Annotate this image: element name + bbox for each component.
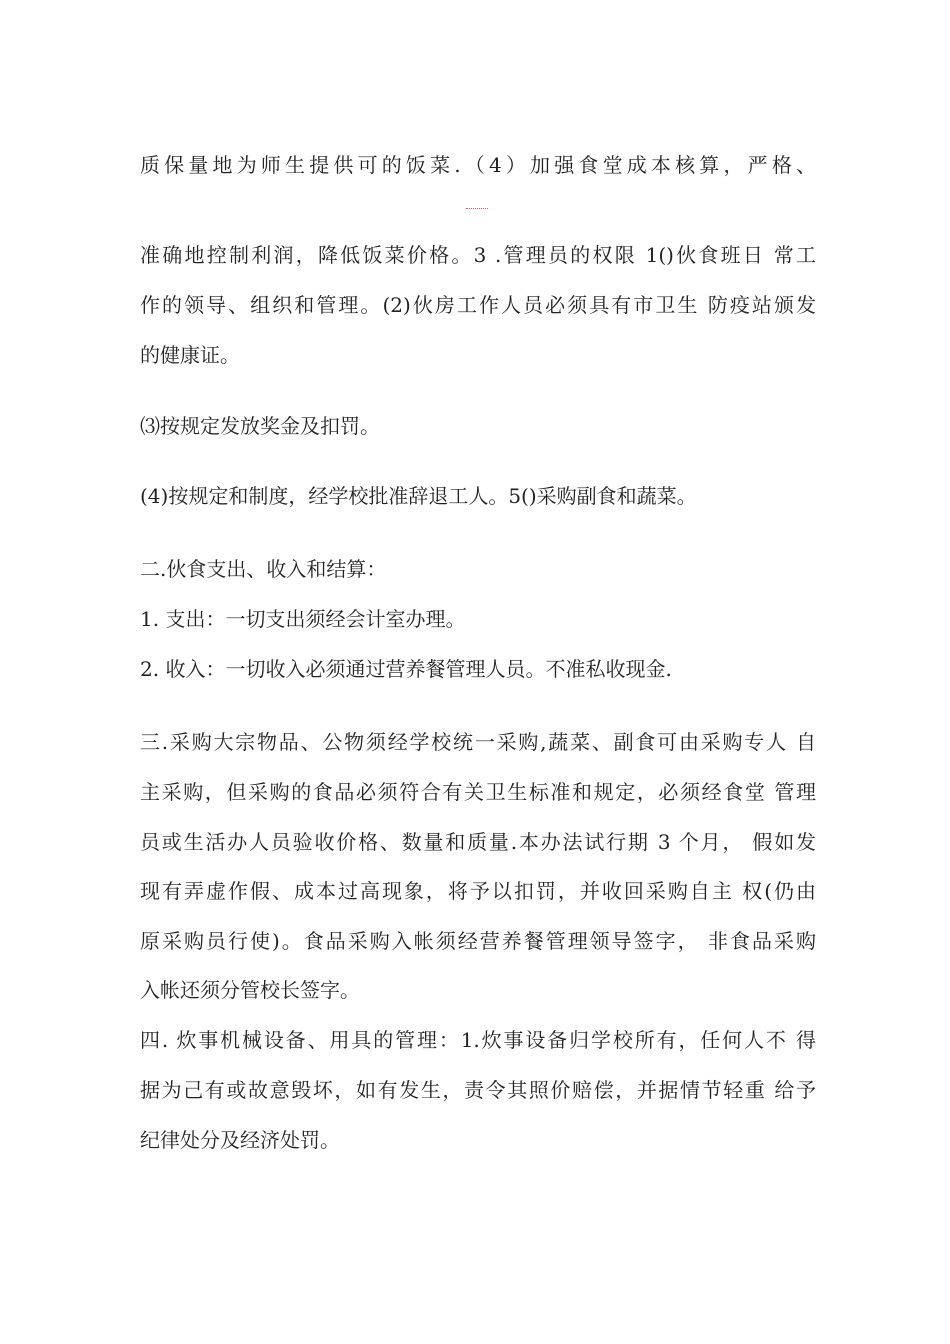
text-line-12: 员或生活办人员验收价格、数量和质量.本办法试行期 3 个月， 假如发: [140, 830, 816, 854]
section-heading-2: 二.伙食支出、收入和结算：: [140, 557, 387, 581]
text-line-14: 原采购员行使)。食品采购入帐须经营养餐管理领导签字， 非食品采购: [140, 929, 816, 953]
text-line-1: 质保量地为师生提供可的饭菜.（4）加强食堂成本核算，严格、: [140, 153, 816, 177]
text-line-9: 2. 收入：一切收入必须通过营养餐管理人员。不准私收现金.: [140, 657, 672, 681]
text-line-3: 作的领导、组织和管理。(2)伙房工作人员必须具有市卫生 防疫站颁发: [140, 293, 816, 317]
dotted-mark: [466, 208, 488, 210]
text-line-17: 据为己有或故意毁坏，如有发生，责令其照价赔偿，并据情节轻重 给予: [140, 1078, 816, 1102]
text-line-18: 纪律处分及经济处罚。: [140, 1128, 340, 1152]
text-line-15: 入帐还须分管校长签字。: [140, 978, 360, 1002]
text-line-4: 的健康证。: [140, 343, 240, 367]
text-line-2: 准确地控制利润，降低饭菜价格。3 .管理员的权限 1()伙食班日 常工: [140, 243, 816, 267]
text-line-5: ⑶按规定发放奖金及扣罚。: [140, 414, 380, 438]
section-heading-3: 三.采购大宗物品、公物须经学校统一采购,蔬菜、副食可由采购专人 自: [140, 730, 816, 754]
text-line-13: 现有弄虚作假、成本过高现象，将予以扣罚，并收回采购自主 权(仍由: [140, 879, 816, 903]
text-line-8: 1. 支出：一切支出须经会计室办理。: [140, 607, 466, 631]
section-heading-4: 四. 炊事机械设备、用具的管理：1.炊事设备归学校所有，任何人不 得: [140, 1028, 816, 1052]
text-line-11: 主采购，但采购的食品必须符合有关卫生标准和规定，必须经食堂 管理: [140, 780, 816, 804]
text-line-6: (4)按规定和制度，经学校批准辞退工人。5()采购副食和蔬菜。: [140, 484, 697, 508]
